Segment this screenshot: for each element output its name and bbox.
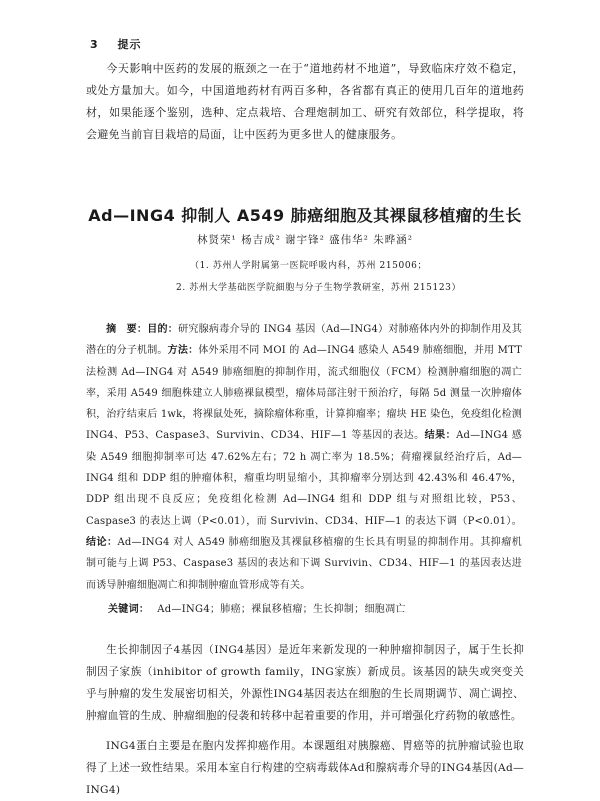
body-paragraph-1-text: 生长抑制因子4基因（ING4基因）是近年来新发现的一种肿瘤抑制因子，属于生长抑制因子家族（inhibitor of growth family，ING家族）新成员。该基因的缺失或突变关乎与肿瘤的发生发展密切相关，外源性ING4基因表达在细胞的生长周期调节、凋亡调控、肿瘤血管的生成、肿瘤细胞的侵袭和转移中起着重要的作用，并可增强化疗药物的敏感性。 <box>86 644 524 722</box>
keywords <box>108 600 406 615</box>
abstract-conclusion: Ad—ING4 对人 A549 肺癌细胞及其裸鼠移植瘤的生长具有明显的抑制作用。其抑瘤机制可能与上调 P53、Caspase3 基因的表达和下调 Survivin、CD34、HIF—1 的基因表达进而诱导肿瘤细胞凋亡和抑制肿瘤血管形成等有关。 <box>86 536 522 591</box>
section-heading <box>90 36 142 52</box>
section-paragraph-text: 今天影响中医药的发展的瓶颈之一在于“道地药材不地道”，导致临床疗效不稳定，或处方量加大。如今，中国道地药材有两百多种，各省都有真正的使用几百年的道地药材，如果能逐个鉴别，选种、定点栽培、合理炮制加工、研究有效部位，科学提取，将会避免当前盲目栽培的局面，让中医药为更多世人的健康服务。 <box>86 62 524 141</box>
abstract-conclusion-label: 结论： <box>86 536 118 548</box>
article-authors: 林贤荣¹ 杨吉成² 谢宇锋² 盛伟华² 朱晔涵² <box>197 234 413 246</box>
abstract-lead: 摘 要： <box>106 324 148 335</box>
section-paragraph <box>86 58 524 146</box>
keywords-text: Ad—ING4；肺癌；裸鼠移植瘤；生长抑制；细胞凋亡 <box>157 604 406 615</box>
affiliation-1: （1. 苏州人学附属第一医院呼吸内科，苏州 215006； <box>190 261 428 271</box>
body-paragraph-1 <box>86 639 524 727</box>
body-paragraph-2 <box>86 735 524 801</box>
body-paragraph-2-text: ING4蛋白主要是在胞内发挥抑癌作用。本课题组对胰腺癌、胃癌等的抗肿瘤试验也取得了上述一致性结果。采用本室自行构建的空病毒载体Ad和腺病毒介导的ING4基因(Ad—ING4) <box>86 740 524 796</box>
abstract-results: Ad—ING4 感染 A549 细胞抑制率可达 47.62%左右；72 h 凋亡率为 18.5%；荷瘤裸鼠经治疗后，Ad—ING4 组和 DDP 组的肿瘤体积，瘤重均明显缩小，其抑瘤率分别达到 42.43%和 46.47%，DDP 组出现不良反应；免疫组化检测 Ad—ING4 组和 DDP 组与对照组比较，P53、Caspase3 的表达上调（P<0.01），而 Survivin、CD34、HIF—1 的表达下调（P<0.01）。 <box>86 430 523 527</box>
affiliation-2: 2. 苏州大学基础医学院細胞与分子生物学教研室，苏州 215123） <box>176 283 462 293</box>
abstract-objective-label: 目的： <box>147 324 179 335</box>
abstract <box>86 319 522 596</box>
keywords-lead: 关键词： <box>108 604 150 615</box>
abstract-objective: 研究腺病毒介导的 ING4 基因（Ad—ING4）对肺癌体内外的抑制作用及其潜在的分子机制。 <box>86 324 522 357</box>
abstract-methods: 体外采用不同 MOI 的 Ad—ING4 感染人 A549 肺癌细胞，并用 MTT 法检测 Ad—ING4 对 A549 肺癌细胞的抑制作用，流式细胞仪（FCM）检测肿瘤细胞的凋亡率，采用 A549 细胞株建立人肺癌裸鼠模型，瘤体局部注射干预治疗，每隔 5d 测量一次肿瘤体积，治疗结束后 1wk，将裸鼠处死，摘除瘤体称重，计算抑瘤率；瘤块 HE 染色，免疫组化检测 ING4、P53、Caspase3、Survivin、CD34、HIF—1 等基因的表达。 <box>86 345 522 442</box>
abstract-methods-label: 方法： <box>167 345 199 357</box>
abstract-results-label: 结果： <box>424 430 457 442</box>
section-number: 3 <box>90 38 99 51</box>
article-title: Ad—ING4 抑制人 A549 肺癌细胞及其裸鼠移植瘤的生长 <box>88 206 522 225</box>
section-title: 提示 <box>117 38 142 51</box>
